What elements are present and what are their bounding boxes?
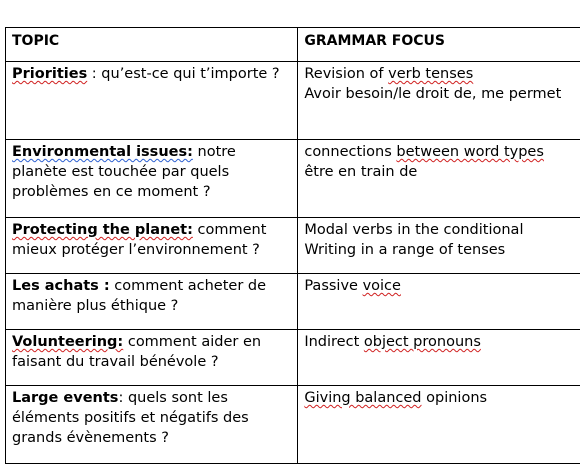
grammar-cell [298,386,580,464]
topic-question: : qu’est-ce qui t’importe ? [87,66,279,82]
grammar-line [304,64,580,84]
grammar-text: Indirect [304,334,364,350]
topic-cell [6,330,298,386]
topic-cell [6,62,298,140]
topic-question: comment mieux protéger l’environnement ? [12,222,266,258]
topic-header: TOPIC [6,28,298,62]
topic-cell [6,218,298,274]
grammar-cell [298,140,580,218]
topic-name: Volunteering: [12,334,123,350]
grammar-line [304,240,580,260]
grammar-text-flagged: verb tenses [388,66,473,82]
topic-name: Les achats : [12,278,110,294]
grammar-line [304,388,580,408]
topic-cell [6,386,298,464]
topic-question: : quels sont les éléments positifs et négatifs des grands évènements ? [12,390,249,446]
grammar-cell [298,330,580,386]
grammar-text-flagged: object pronouns [364,334,481,350]
grammar-cell [298,218,580,274]
grammar-text: Writing in a range of tenses [304,242,505,258]
grammar-text: être en train de [304,164,417,180]
grammar-line [304,84,580,104]
grammar-text-flagged: voice [363,278,401,294]
topic-question: comment aider en faisant du travail bénévole ? [12,334,261,370]
grammar-text-flagged: Giving balanced [304,390,421,406]
grammar-line [304,276,580,296]
topics-table [5,27,580,464]
table-row [6,386,580,464]
topic-name: Environmental issues: [12,144,193,160]
topic-name: Large events [12,390,118,406]
topic-question: notre planète est touchée par quels problèmes en ce moment ? [12,144,236,200]
grammar-line [304,332,580,352]
topic-name: Protecting the planet: [12,222,193,238]
table-row [6,274,580,330]
grammar-text: Passive [304,278,362,294]
grammar-line [304,142,580,162]
table-row [6,140,580,218]
grammar-text-flagged: between word types [396,144,544,160]
grammar-cell [298,62,580,140]
topic-name: Priorities [12,66,87,82]
grammar-text: Modal verbs in the conditional [304,222,523,238]
grammar-text: connections [304,144,396,160]
grammar-text: opinions [422,390,488,406]
grammar-text: Revision of [304,66,388,82]
topic-cell [6,140,298,218]
grammar-line [304,162,580,182]
topic-question: comment acheter de manière plus éthique ? [12,278,266,314]
grammar-cell [298,274,580,330]
header-row [6,28,580,62]
grammar-focus-header: GRAMMAR FOCUS [298,28,580,62]
topic-cell [6,274,298,330]
grammar-line [304,220,580,240]
grammar-text: Avoir besoin/le droit de, me permet [304,86,561,102]
table-row [6,330,580,386]
table-row [6,218,580,274]
table-row [6,62,580,140]
